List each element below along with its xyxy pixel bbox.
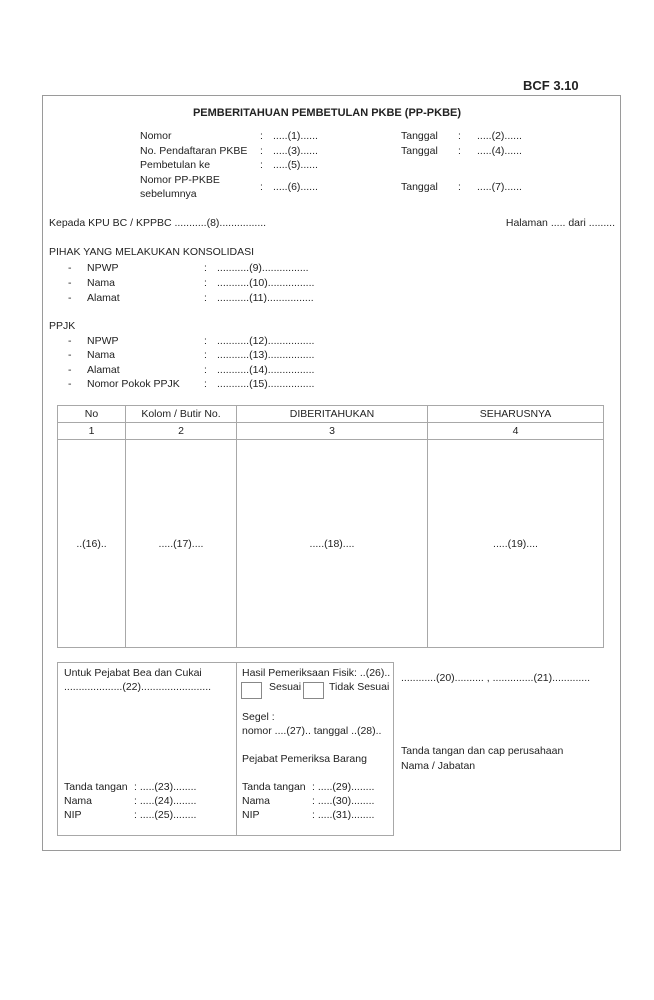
bullet-dash: - [68, 262, 72, 274]
label-tanda-tangan: Tanda tangan [242, 781, 306, 793]
field-5[interactable]: .....(5)...... [273, 159, 318, 171]
col-number: 3 [237, 423, 428, 440]
col-number: 2 [126, 423, 237, 440]
kepada-field-8[interactable]: Kepada KPU BC / KPPBC ...........(8)................ [49, 217, 267, 229]
section-konsolidasi-title: PIHAK YANG MELAKUKAN KONSOLIDASI [49, 246, 255, 258]
label-alamat: Alamat [87, 364, 120, 376]
colon: : [204, 349, 207, 361]
bea-cukai-title: Untuk Pejabat Bea dan Cukai [64, 667, 202, 679]
field-13[interactable]: ...........(13)................ [217, 349, 315, 361]
bullet-dash: - [68, 378, 72, 390]
bullet-dash: - [68, 335, 72, 347]
pemeriksaan-title: Hasil Pemeriksaan Fisik: ..(26).. [242, 667, 391, 679]
colon: : [260, 130, 263, 142]
label-nomor-pp-pkbe: Nomor PP-PKBE [140, 174, 220, 186]
colon: : [204, 364, 207, 376]
col-header-diberitahukan: DIBERITAHUKAN [237, 406, 428, 423]
label-tanda-tangan: Tanda tangan [64, 781, 128, 793]
label-sesuai: Sesuai [269, 681, 302, 693]
field-19[interactable]: .....(19).... [428, 440, 604, 648]
field-1[interactable]: .....(1)...... [273, 130, 318, 142]
colon: : [204, 335, 207, 347]
signature-label: Tanda tangan dan cap perusahaan [401, 745, 564, 757]
field-20-21-place-date[interactable]: ............(20).......... , ..............(21)............. [401, 672, 591, 684]
field-22[interactable]: ....................(22)........................ [64, 681, 212, 693]
table-number-row [58, 423, 604, 440]
label-tanggal: Tanggal [401, 181, 438, 193]
field-18[interactable]: .....(18).... [237, 440, 428, 648]
label-no-pendaftaran: No. Pendaftaran PKBE [140, 145, 248, 157]
field-10[interactable]: ...........(10)................ [217, 277, 315, 289]
colon: : [260, 145, 263, 157]
page-title: PEMBERITAHUAN PEMBETULAN PKBE (PP-PKBE) [192, 107, 462, 119]
table-row [58, 440, 604, 648]
field-29[interactable]: : .....(29)........ [312, 781, 375, 793]
field-3[interactable]: .....(3)...... [273, 145, 318, 157]
bullet-dash: - [68, 277, 72, 289]
checkbox-sesuai[interactable] [241, 682, 262, 699]
field-27-28[interactable]: nomor ....(27).. tanggal ..(28).. [242, 725, 382, 737]
bullet-dash: - [68, 364, 72, 376]
colon: : [204, 378, 207, 390]
field-9[interactable]: ...........(9)................ [217, 262, 309, 274]
colon: : [260, 181, 263, 193]
col-number: 1 [58, 423, 126, 440]
label-nomor-pokok-ppjk: Nomor Pokok PPJK [87, 378, 180, 390]
col-header-seharusnya: SEHARUSNYA [428, 406, 604, 423]
colon: : [458, 181, 461, 193]
table-header-row [58, 406, 604, 423]
field-23[interactable]: : .....(23)........ [134, 781, 197, 793]
field-6[interactable]: .....(6)...... [273, 181, 318, 193]
colon: : [458, 145, 461, 157]
label-nip: NIP [242, 809, 260, 821]
label-alamat: Alamat [87, 292, 120, 304]
field-14[interactable]: ...........(14)................ [217, 364, 315, 376]
bullet-dash: - [68, 292, 72, 304]
checkbox-tidak-sesuai[interactable] [303, 682, 324, 699]
label-tidak-sesuai: Tidak Sesuai [329, 681, 390, 693]
label-nama: Nama [242, 795, 271, 807]
pejabat-pemeriksa-label: Pejabat Pemeriksa Barang [242, 753, 367, 765]
divider [236, 663, 237, 835]
label-tanggal: Tanggal [401, 145, 438, 157]
field-24[interactable]: : .....(24)........ [134, 795, 197, 807]
col-number: 4 [428, 423, 604, 440]
colon: : [458, 130, 461, 142]
field-4[interactable]: .....(4)...... [477, 145, 522, 157]
halaman-field[interactable]: Halaman ..... dari ......... [505, 217, 615, 229]
field-17[interactable]: .....(17).... [126, 440, 237, 648]
colon: : [204, 292, 207, 304]
label-sebelumnya: sebelumnya [140, 188, 197, 200]
field-12[interactable]: ...........(12)................ [217, 335, 315, 347]
colon: : [204, 262, 207, 274]
field-30[interactable]: : .....(30)........ [312, 795, 375, 807]
corrections-table [57, 405, 604, 648]
field-25[interactable]: : .....(25)........ [134, 809, 197, 821]
field-7[interactable]: .....(7)...... [477, 181, 522, 193]
label-nomor: Nomor [140, 130, 172, 142]
col-header-kolom: Kolom / Butir No. [126, 406, 237, 423]
field-2[interactable]: .....(2)...... [477, 130, 522, 142]
form-code: BCF 3.10 [523, 78, 579, 93]
name-title-label: Nama / Jabatan [401, 760, 476, 772]
label-nip: NIP [64, 809, 82, 821]
label-nama: Nama [64, 795, 93, 807]
colon: : [260, 159, 263, 171]
label-pembetulan-ke: Pembetulan ke [140, 159, 211, 171]
segel-label: Segel : [242, 711, 275, 723]
label-npwp: NPWP [87, 262, 119, 274]
field-15[interactable]: ...........(15)................ [217, 378, 315, 390]
label-tanggal: Tanggal [401, 130, 438, 142]
section-ppjk-title: PPJK [49, 320, 76, 332]
colon: : [204, 277, 207, 289]
bullet-dash: - [68, 349, 72, 361]
field-11[interactable]: ...........(11)................ [217, 292, 314, 304]
official-box [57, 662, 394, 836]
label-nama: Nama [87, 277, 116, 289]
field-16[interactable]: ..(16).. [58, 440, 126, 648]
field-31[interactable]: : .....(31)........ [312, 809, 375, 821]
label-npwp: NPWP [87, 335, 119, 347]
label-nama: Nama [87, 349, 116, 361]
col-header-no: No [58, 406, 126, 423]
